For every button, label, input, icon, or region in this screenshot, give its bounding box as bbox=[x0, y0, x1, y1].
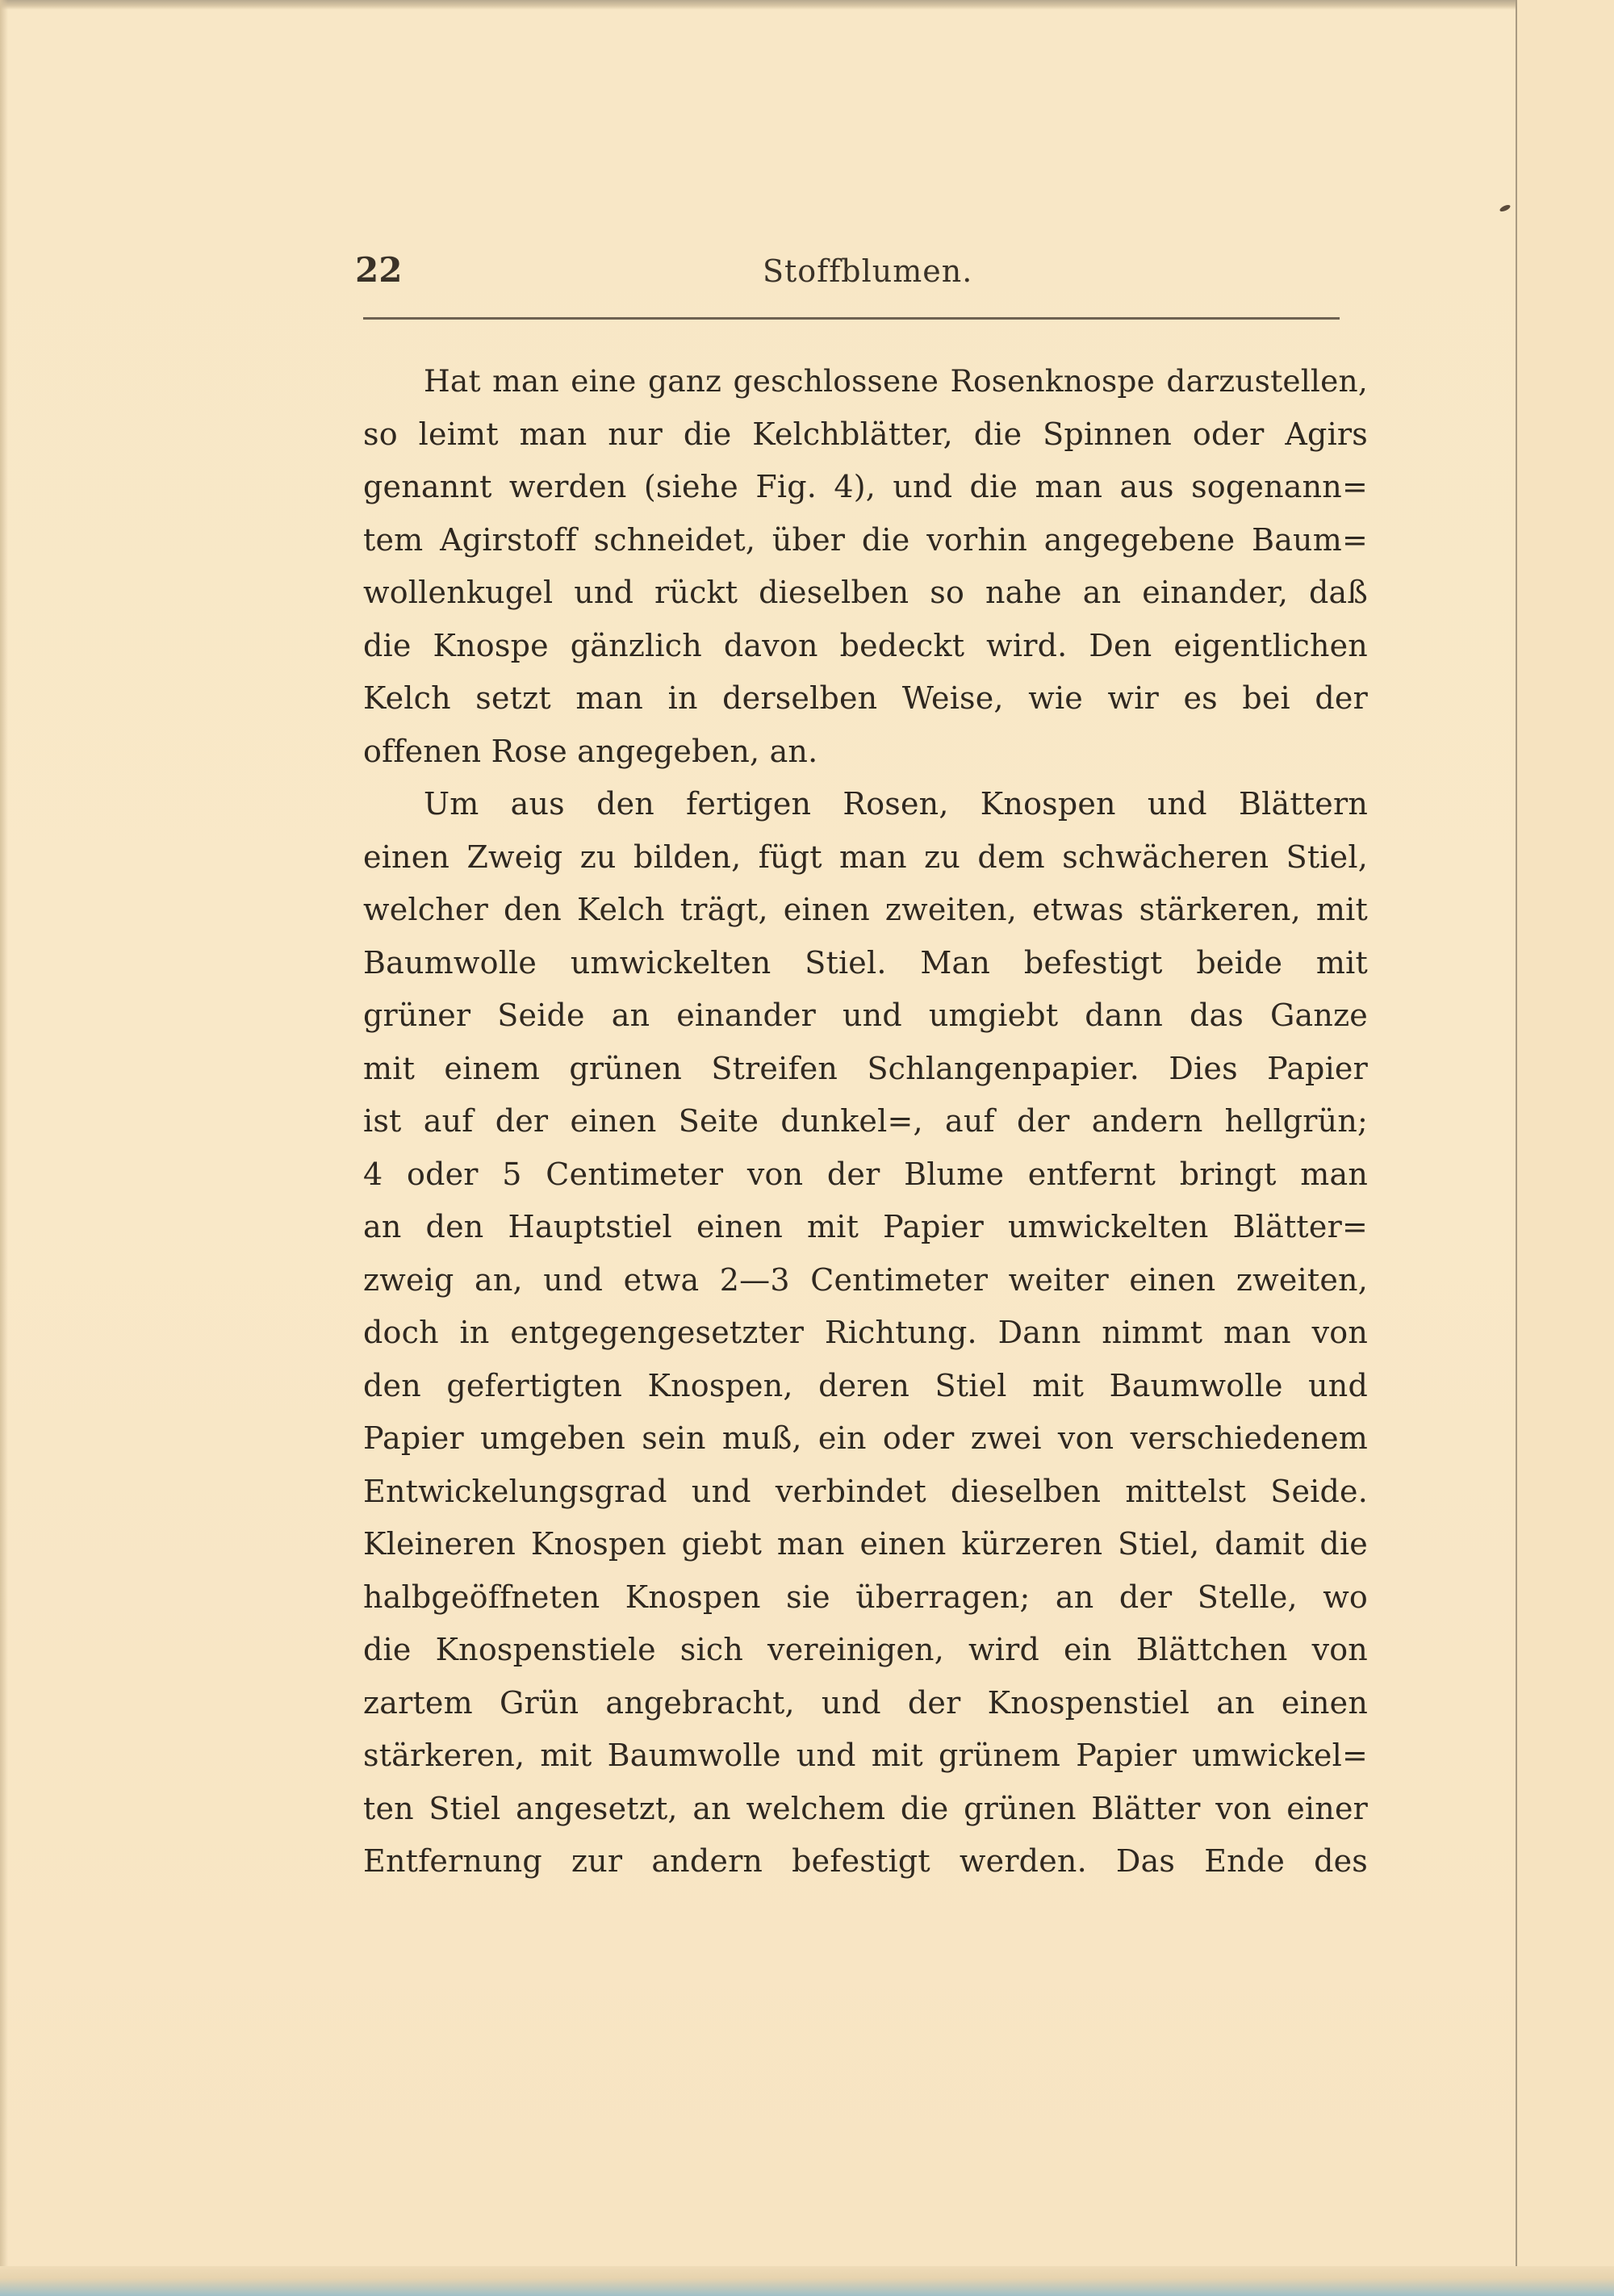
text-line: Kleineren Knospen giebt man einen kürzeren Stiel, damit die bbox=[363, 1526, 1368, 1562]
text-line: so leimt man nur die Kelchblätter, die Spinnen oder Agirs bbox=[363, 416, 1368, 452]
text-line: zweig an, und etwa 2—3 Centimeter weiter einen zweiten, bbox=[363, 1261, 1368, 1298]
text-line: die Knospe gänzlich davon bedeckt wird. Den eigentlichen bbox=[363, 627, 1368, 663]
text-line: Um aus den fertigen Rosen, Knospen und Blättern bbox=[424, 786, 1368, 822]
text-line: Entfernung zur andern befestigt werden. Das Ende des bbox=[363, 1843, 1368, 1879]
text-line: die Knospenstiele sich vereinigen, wird ein Blättchen von bbox=[363, 1632, 1368, 1667]
text-line: doch in entgegengesetzter Richtung. Dann nimmt man von bbox=[363, 1315, 1368, 1350]
text-line: ist auf der einen Seite dunkel=, auf der andern hellgrün; bbox=[363, 1103, 1368, 1139]
body-text bbox=[363, 355, 1368, 1888]
text-line: grüner Seide an einander und umgiebt dann das Ganze bbox=[363, 997, 1368, 1033]
text-line: genannt werden (siehe Fig. 4), und die man aus sogenann= bbox=[363, 469, 1368, 504]
text-line: stärkeren, mit Baumwolle und mit grünem Papier umwickel= bbox=[363, 1738, 1368, 1773]
text-line: offenen Rose angegeben, an. bbox=[363, 733, 818, 769]
text-line: Hat man eine ganz geschlossene Rosenknospe darzustellen, bbox=[424, 363, 1368, 399]
text-line: einen Zweig zu bilden, fügt man zu dem schwächeren Stiel, bbox=[363, 839, 1368, 875]
paragraph-2 bbox=[363, 778, 1368, 1888]
text-line: Kelch setzt man in derselben Weise, wie wir es bei der bbox=[363, 680, 1368, 716]
text-line: an den Hauptstiel einen mit Papier umwickelten Blätter= bbox=[363, 1209, 1368, 1244]
text-line: 4 oder 5 Centimeter von der Blume entfernt bringt man bbox=[363, 1156, 1368, 1192]
text-line: halbgeöffneten Knospen sie überragen; an der Stelle, wo bbox=[363, 1579, 1368, 1615]
scan-bottom-edge bbox=[0, 2266, 1614, 2296]
page-left-edge bbox=[0, 0, 8, 2266]
paragraph-1 bbox=[363, 355, 1368, 778]
page-top-edge bbox=[0, 0, 1516, 10]
adjacent-page-edge bbox=[1517, 0, 1614, 2296]
text-line: zartem Grün angebracht, und der Knospenstiel an einen bbox=[363, 1684, 1368, 1721]
text-line: tem Agirstoff schneidet, über die vorhin angegebene Baum= bbox=[363, 521, 1368, 558]
text-line: Entwickelungsgrad und verbindet dieselben mittelst Seide. bbox=[363, 1473, 1368, 1509]
page-header bbox=[355, 250, 1340, 299]
running-title: Stoffblumen. bbox=[763, 253, 973, 289]
text-line: ten Stiel angesetzt, an welchem die grünen Blätter von einer bbox=[363, 1790, 1368, 1826]
text-line: Baumwolle umwickelten Stiel. Man befestigt beide mit bbox=[363, 944, 1368, 981]
text-line: wollenkugel und rückt dieselben so nahe an einander, daß bbox=[363, 575, 1368, 610]
page-number: 22 bbox=[355, 250, 403, 290]
text-line: mit einem grünen Streifen Schlangenpapier. Dies Papier bbox=[363, 1050, 1368, 1086]
text-line: Papier umgeben sein muß, ein oder zwei von verschiedenem bbox=[363, 1420, 1368, 1456]
text-line: welcher den Kelch trägt, einen zweiten, etwas stärkeren, mit bbox=[363, 892, 1368, 927]
header-rule bbox=[363, 317, 1340, 320]
text-line: den gefertigten Knospen, deren Stiel mit Baumwolle und bbox=[363, 1367, 1368, 1403]
